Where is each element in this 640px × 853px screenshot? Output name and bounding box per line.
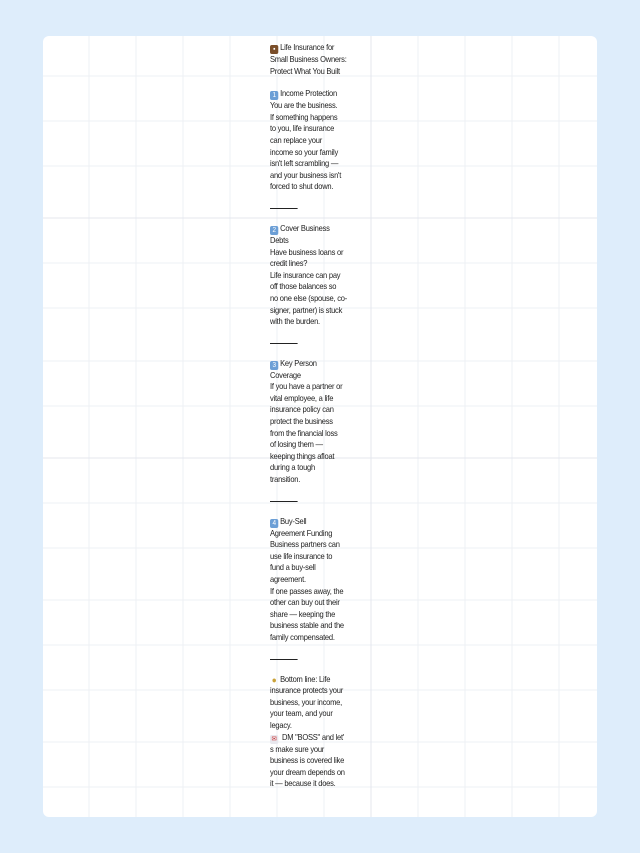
divider — [270, 659, 298, 660]
text-line: to you, life insurance — [270, 124, 335, 134]
text-line: business is covered like — [270, 756, 345, 766]
text-line: other can buy out their — [270, 598, 340, 608]
text-line: from the financial loss — [270, 428, 338, 438]
text-line: use life insurance to — [270, 551, 333, 561]
title-line: Small Business Owners: — [270, 55, 347, 64]
post-text — [270, 42, 347, 790]
text-line: with the burden. — [270, 317, 320, 327]
text-line: it — because it does. — [270, 779, 336, 789]
text-line: legacy. — [270, 720, 292, 730]
text-line: signer, partner) is stuck — [270, 305, 343, 315]
section-key-person-coverage — [270, 358, 343, 486]
envelope-icon: ✉ — [271, 735, 277, 743]
text-line: during a tough — [270, 463, 315, 473]
text-line: insurance protects your — [270, 686, 344, 696]
text-line: s make sure your — [270, 744, 325, 754]
title-line: Protect What You Built — [270, 66, 340, 76]
text-line: agreement. — [270, 575, 306, 584]
post-card — [43, 36, 597, 817]
text-line: Coverage — [270, 370, 301, 380]
text-line: and your business isn't — [270, 170, 342, 180]
text-line: your team, and your — [270, 709, 333, 719]
text-line: Debts — [270, 235, 289, 245]
text-line: no one else (spouse, co- — [270, 293, 347, 303]
divider — [270, 208, 298, 209]
bottom-line-heading: Bottom line: Life — [280, 674, 331, 684]
text-line: business, your income, — [270, 697, 342, 707]
text-line: family compensated. — [270, 632, 335, 642]
lock-icon: ● — [271, 674, 277, 685]
text-line: protect the business — [270, 417, 333, 427]
keycap-3-icon: 3 — [270, 361, 278, 370]
text-line: If one passes away, the — [270, 586, 344, 596]
text-line: off those balances so — [270, 282, 337, 292]
text-line: vital employee, a life — [270, 393, 334, 403]
text-line: your dream depends on — [270, 767, 345, 777]
divider — [270, 501, 298, 502]
text-line: credit lines? — [270, 259, 308, 269]
divider — [270, 343, 298, 344]
text-line: Life insurance can pay — [270, 270, 341, 280]
section-buy-sell-agreement — [270, 516, 344, 644]
title-line: Life Insurance for — [280, 43, 335, 52]
text-line: of losing them — — [270, 440, 323, 450]
text-line: income so your family — [270, 147, 339, 157]
text-line: keeping things afloat — [270, 451, 335, 461]
keycap-4-icon: 4 — [270, 519, 278, 528]
section-cover-business-debts — [270, 223, 347, 328]
text-line: If something happens — [270, 112, 338, 122]
section-heading: Cover Business — [280, 223, 330, 233]
section-income-protection — [270, 88, 340, 193]
briefcase-icon: ▪ — [270, 45, 278, 54]
text-line: You are the business. — [270, 101, 338, 111]
text-line: business stable and the — [270, 621, 344, 631]
text-line: Have business loans or — [270, 247, 344, 257]
post-title — [270, 42, 347, 77]
text-line: can replace your — [270, 135, 323, 145]
text-line: Business partners can — [270, 540, 340, 550]
text-line: If you have a partner or — [270, 382, 343, 392]
section-heading: Income Protection — [280, 89, 337, 99]
section-heading: Key Person — [280, 358, 317, 368]
section-heading: Buy-Sell — [280, 516, 307, 526]
text-line: fund a buy-sell — [270, 563, 316, 573]
section-bottom-line — [270, 674, 345, 790]
text-line: forced to shut down. — [270, 182, 334, 192]
keycap-2-icon: 2 — [270, 226, 278, 235]
cta-line: DM "BOSS" and let' — [280, 732, 345, 742]
text-line: transition. — [270, 475, 301, 485]
text-line: isn't left scrambling — — [270, 159, 339, 169]
text-line: insurance policy can — [270, 405, 334, 415]
text-line: Agreement Funding — [270, 528, 333, 538]
text-line: share — keeping the — [270, 609, 336, 619]
keycap-1-icon: 1 — [270, 91, 278, 100]
